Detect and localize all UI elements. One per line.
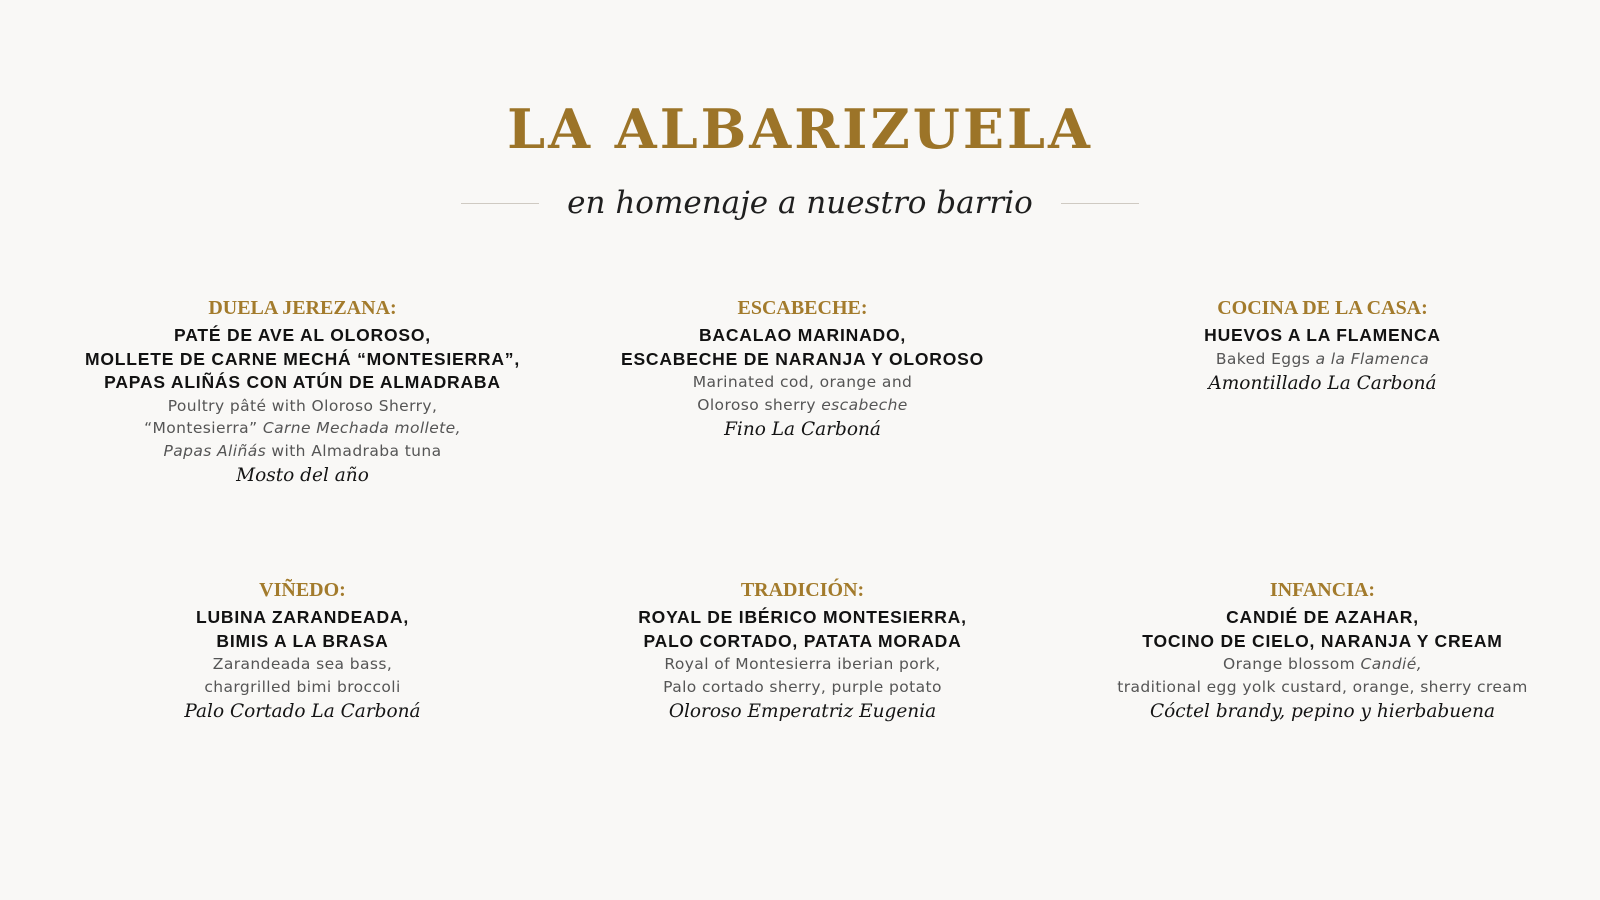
restaurant-title: LA ALBARIZUELA <box>507 97 1093 161</box>
description-text: Orange blossom <box>1222 655 1361 673</box>
description-text: Zarandeada sea bass, <box>212 655 393 673</box>
dish-description-line <box>40 395 565 418</box>
menu-section <box>40 296 565 490</box>
description-text: Oloroso sherry <box>697 395 822 414</box>
dish-name-line: ESCABECHE DE NARANJA Y OLOROSO <box>620 348 985 369</box>
section-title: DUELA JEREZANA: <box>208 297 397 319</box>
right-divider <box>1061 203 1139 204</box>
dish-description-line <box>555 371 1050 394</box>
wine-pairing: Palo Cortado La Carboná <box>184 701 421 722</box>
dish-description-line <box>40 653 565 676</box>
description-text: with Almadraba tuna <box>266 441 442 460</box>
wine-pairing: Amontillado La Carboná <box>1208 373 1437 394</box>
dish-name-line: PAPAS ALIÑÁS CON ATÚN DE ALMADRABA <box>104 372 501 392</box>
wine-pairing: Mosto del año <box>236 465 369 486</box>
description-text: Palo cortado sherry, purple potato <box>663 677 942 696</box>
section-title: VIÑEDO: <box>259 579 346 601</box>
dish-description-line <box>40 440 565 463</box>
dish-description-line <box>40 417 565 440</box>
dish-name-line: BACALAO MARINADO, <box>698 325 907 345</box>
description-text: traditional egg yolk custard, orange, sherry cream <box>1117 677 1528 696</box>
description-text: chargrilled bimi broccoli <box>204 677 401 696</box>
description-text: Baked Eggs <box>1215 349 1316 368</box>
description-italic-text: Papas Aliñás <box>163 441 267 460</box>
dish-name-line: CANDIÉ DE AZAHAR, <box>1226 607 1419 627</box>
wine-pairing: Cóctel brandy, pepino y hierbabuena <box>1149 701 1496 722</box>
menu-section <box>555 578 1050 726</box>
subtitle-row <box>0 180 1600 226</box>
dish-name-line: PALO CORTADO, PATATA MORADA <box>643 630 962 651</box>
menu-section <box>40 578 565 726</box>
wine-pairing: Oloroso Emperatriz Eugenia <box>668 701 937 722</box>
dish-name-line: MOLLETE DE CARNE MECHÁ “MONTESIERRA”, <box>84 348 521 369</box>
dish-description-line <box>555 394 1050 417</box>
dish-description-line <box>1045 348 1600 371</box>
menu-section <box>1045 578 1600 726</box>
dish-name-line: PATÉ DE AVE AL OLOROSO, <box>174 325 431 345</box>
section-title: INFANCIA: <box>1269 579 1376 601</box>
section-title: TRADICIÓN: <box>740 579 865 601</box>
description-text: “Montesierra” <box>144 419 263 437</box>
dish-description-line <box>555 653 1050 676</box>
dish-name-line: HUEVOS A LA FLAMENCA <box>1204 325 1441 345</box>
description-italic-text: Carne Mechada mollete, <box>262 419 461 437</box>
dish-name-line: BIMIS A LA BRASA <box>216 630 389 651</box>
subtitle: en homenaje a nuestro barrio <box>567 185 1033 221</box>
description-text: Royal of Montesierra iberian pork, <box>664 655 941 673</box>
section-title: COCINA DE LA CASA: <box>1217 297 1428 319</box>
dish-name-line: TOCINO DE CIELO, NARANJA Y CREAM <box>1142 630 1503 651</box>
dish-description-line <box>1045 653 1600 676</box>
dish-description-line <box>1045 676 1600 699</box>
section-title: ESCABECHE: <box>737 297 868 319</box>
description-italic-text: Candié, <box>1360 655 1423 673</box>
wine-pairing: Fino La Carboná <box>724 419 881 440</box>
description-italic-text: escabeche <box>821 395 908 414</box>
dish-name-line: ROYAL DE IBÉRICO MONTESIERRA, <box>638 607 967 627</box>
menu-section <box>555 296 1050 444</box>
left-divider <box>461 203 539 204</box>
dish-name-line: LUBINA ZARANDEADA, <box>195 607 410 627</box>
dish-description-line <box>555 676 1050 699</box>
menu-section <box>1045 296 1600 398</box>
description-text: Poultry pâté with Oloroso Sherry, <box>167 396 438 415</box>
description-text: Marinated cod, orange and <box>692 373 913 391</box>
dish-description-line <box>40 676 565 699</box>
description-italic-text: a la Flamenca <box>1315 349 1430 368</box>
